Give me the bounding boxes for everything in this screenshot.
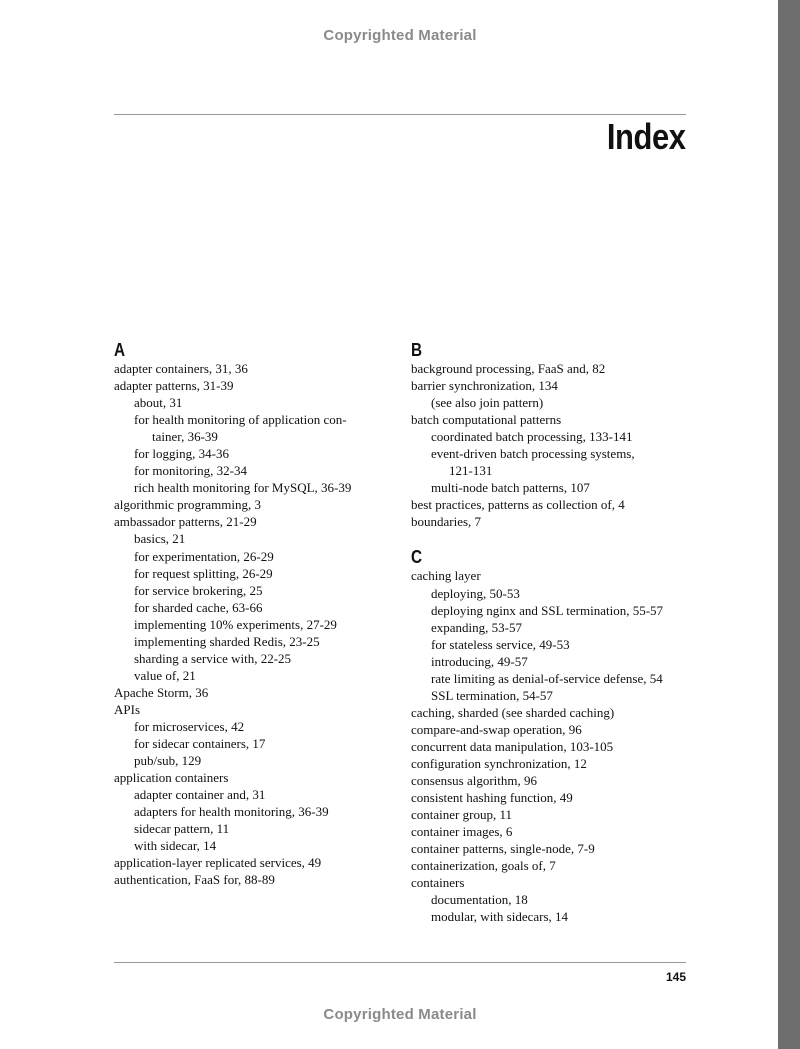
index-subentry: introducing, 49-57 (431, 653, 528, 669)
page-title: Index (607, 116, 686, 157)
index-entry: container patterns, single-node, 7-9 (411, 841, 595, 857)
index-subentry: documentation, 18 (431, 892, 528, 908)
index-entry: barrier synchronization, 134 (411, 378, 558, 394)
index-subentry: SSL termination, 54-57 (431, 687, 553, 703)
index-entry: compare-and-swap operation, 96 (411, 721, 582, 737)
index-entry: container group, 11 (411, 807, 512, 823)
index-entry: algorithmic programming, 3 (114, 497, 261, 513)
index-entry: authentication, FaaS for, 88-89 (114, 872, 275, 888)
index-entry: Apache Storm, 36 (114, 684, 209, 700)
index-entry: best practices, patterns as collection of, 4 (411, 497, 625, 513)
index-entry: containers (411, 875, 465, 891)
index-entry: application containers (114, 770, 229, 786)
index-entry: boundaries, 7 (411, 514, 482, 530)
index-subentry: event-driven batch processing systems, (431, 446, 635, 462)
watermark-bottom: Copyrighted Material (323, 1006, 477, 1023)
index-entry: containerization, goals of, 7 (411, 858, 556, 874)
index-column-right (411, 340, 711, 925)
index-subentry: for monitoring, 32-34 (134, 463, 248, 479)
index-entry: adapter containers, 31, 36 (114, 361, 248, 376)
watermark-top: Copyrighted Material (323, 27, 477, 44)
page-edge-bar (778, 0, 800, 1049)
index-subentry: tainer, 36-39 (152, 429, 218, 445)
index-entry: configuration synchronization, 12 (411, 755, 587, 771)
index-subentry: sidecar pattern, 11 (134, 821, 230, 837)
index-subentry: (see also join pattern) (431, 395, 544, 411)
bottom-rule (114, 962, 686, 963)
index-subentry: modular, with sidecars, 14 (431, 909, 569, 925)
index-subentry: pub/sub, 129 (134, 753, 202, 769)
index-subentry: sharding a service with, 22-25 (134, 650, 292, 666)
index-subentry: basics, 21 (134, 531, 186, 547)
index-entry: caching, sharded (see sharded caching) (411, 704, 615, 720)
index-subentry: for experimentation, 26-29 (134, 548, 274, 564)
index-subentry: deploying, 50-53 (431, 585, 520, 601)
index-subentry: multi-node batch patterns, 107 (431, 480, 590, 496)
index-entry: application-layer replicated services, 49 (114, 855, 322, 871)
index-subentry: adapters for health monitoring, 36-39 (134, 804, 329, 820)
index-subentry: adapter container and, 31 (134, 787, 266, 803)
index-entry: APIs (114, 701, 141, 717)
index-subentry: with sidecar, 14 (134, 838, 217, 854)
index-subentry: for request splitting, 26-29 (134, 565, 273, 581)
index-subentry: rich health monitoring for MySQL, 36-39 (134, 480, 352, 496)
index-subentry: rate limiting as denial-of-service defense, 54 (431, 670, 663, 686)
index-subentry: coordinated batch processing, 133-141 (431, 429, 633, 445)
section-letter: B (411, 340, 423, 360)
index-entry: concurrent data manipulation, 103-105 (411, 738, 614, 754)
index-subentry: for logging, 34-36 (134, 446, 229, 462)
index-subentry: for sharded cache, 63-66 (134, 599, 263, 615)
index-entry: ambassador patterns, 21-29 (114, 514, 257, 530)
index-subentry: about, 31 (134, 395, 183, 411)
index-subentry: for sidecar containers, 17 (134, 736, 266, 752)
index-entry: consistent hashing function, 49 (411, 790, 573, 806)
index-subentry: value of, 21 (134, 667, 196, 683)
index-entry: adapter patterns, 31-39 (114, 378, 234, 394)
index-entry: container images, 6 (411, 824, 513, 840)
index-subentry: for health monitoring of application con- (134, 412, 347, 428)
page-number: 145 (665, 970, 686, 984)
index-subentry: for stateless service, 49-53 (431, 636, 570, 652)
index-entry: consensus algorithm, 96 (411, 773, 538, 789)
index-entry: caching layer (411, 568, 481, 584)
index-subentry: for microservices, 42 (134, 718, 245, 734)
section-letter: A (114, 340, 126, 360)
index-subentry: 121-131 (449, 463, 493, 479)
index-entry: background processing, FaaS and, 82 (411, 361, 606, 376)
index-subentry: for service brokering, 25 (134, 582, 263, 598)
index-subentry: implementing 10% experiments, 27-29 (134, 616, 337, 632)
index-subentry: deploying nginx and SSL termination, 55-57 (431, 602, 664, 618)
index-entry: batch computational patterns (411, 412, 562, 428)
top-rule (114, 114, 686, 115)
index-subentry: expanding, 53-57 (431, 619, 522, 635)
index-column-left (114, 340, 404, 888)
section-letter: C (411, 547, 423, 568)
index-subentry: implementing sharded Redis, 23-25 (134, 633, 320, 649)
